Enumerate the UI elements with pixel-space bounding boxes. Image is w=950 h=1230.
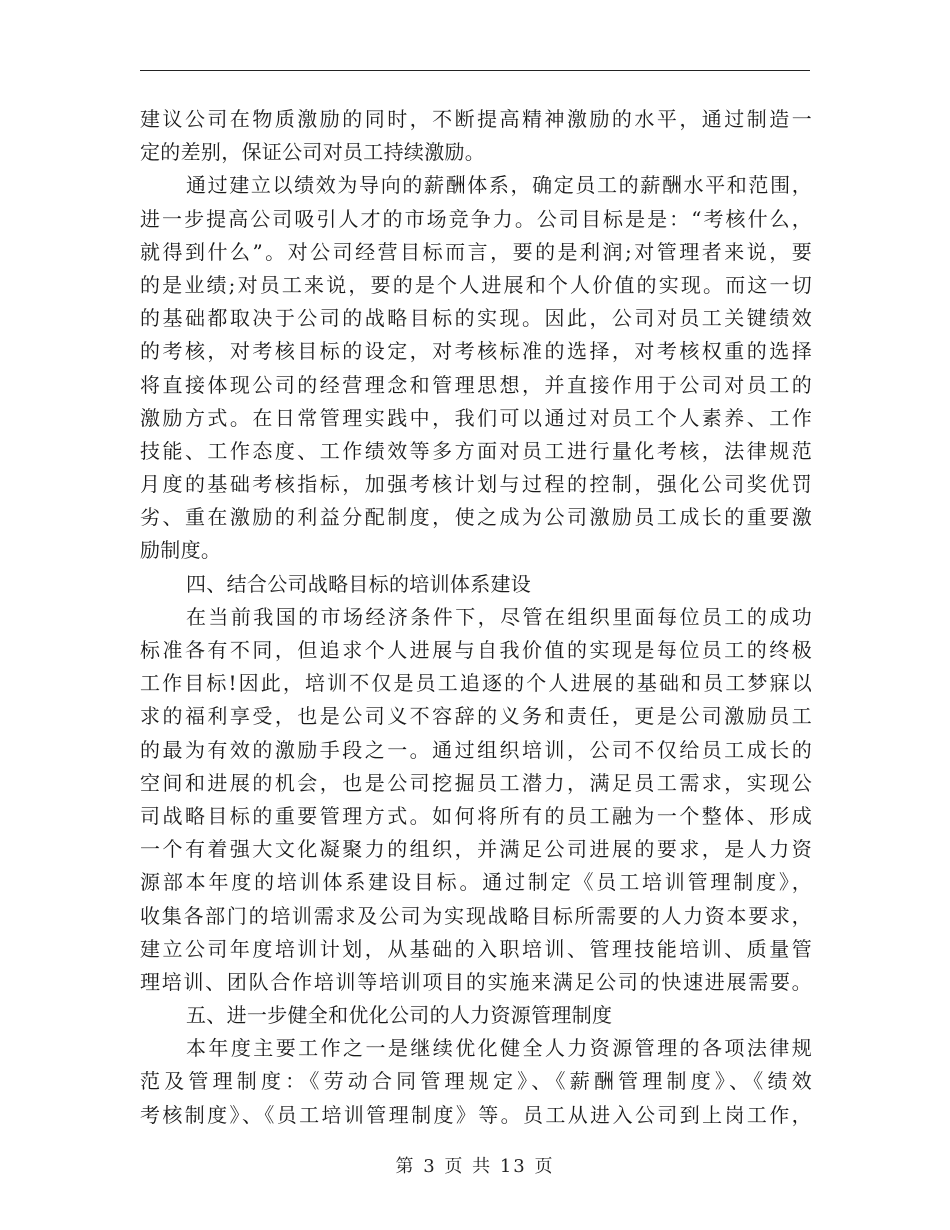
section-heading: 四、结合公司战略目标的培训体系建设 <box>186 571 532 596</box>
text-line: 收集各部门的培训需求及公司为实现战略目标所需要的人力资本要求， <box>140 903 812 928</box>
text-line: 司战略目标的重要管理方式。如何将所有的员工融为一个整体、形成 <box>140 803 812 828</box>
document-body <box>140 103 812 1132</box>
paragraph-start: 本年度主要工作之一是继续优化健全人力资源管理的各项法律规 <box>186 1036 812 1061</box>
text-line: 工作目标!因此，培训不仅是员工追逐的个人进展的基础和员工梦寐以 <box>140 671 812 696</box>
text-line: 进一步提高公司吸引人才的市场竞争力。公司目标是是：“考核什么， <box>140 206 812 231</box>
header-rule <box>140 70 810 71</box>
text-line: 考核制度》、《员工培训管理制度》等。员工从进入公司到上岗工作， <box>140 1102 812 1127</box>
text-line: 劣、重在激励的利益分配制度，使之成为公司激励员工成长的重要激 <box>140 505 812 530</box>
paragraph-start: 通过建立以绩效为导向的薪酬体系，确定员工的薪酬水平和范围， <box>186 173 812 198</box>
text-line: 建立公司年度培训计划，从基础的入职培训、管理技能培训、质量管 <box>140 936 812 961</box>
text-line: 励制度。 <box>140 538 222 563</box>
paragraph-start: 在当前我国的市场经济条件下，尽管在组织里面每位员工的成功 <box>186 604 812 629</box>
text-line: 标准各有不同，但追求个人进展与自我价值的实现是每位员工的终极 <box>140 638 812 662</box>
text-line: 的最为有效的激励手段之一。通过组织培训，公司不仅给员工成长的 <box>140 737 812 762</box>
text-line: 理培训、团队合作培训等培训项目的实施来满足公司的快速进展需要。 <box>140 969 812 994</box>
text-line: 空间和进展的机会，也是公司挖掘员工潜力，满足员工需求，实现公 <box>140 770 812 795</box>
text-line: 的基础都取决于公司的战略目标的实现。因此，公司对员工关键绩效 <box>140 306 812 331</box>
page-footer: 第 3 页 共 13 页 <box>395 1156 555 1177</box>
text-line: 将直接体现公司的经营理念和管理思想，并直接作用于公司对员工的 <box>140 372 812 397</box>
text-line: 的是业绩;对员工来说，要的是个人进展和个人价值的实现。而这一切 <box>140 272 812 297</box>
text-line: 技能、工作态度、工作绩效等多方面对员工进行量化考核，法律规范 <box>140 438 812 463</box>
text-line: 月度的基础考核指标，加强考核计划与过程的控制，强化公司奖优罚 <box>140 472 812 497</box>
text-line: 求的福利享受，也是公司义不容辞的义务和责任，更是公司激励员工 <box>140 704 812 729</box>
text-line: 定的差别，保证公司对员工持续激励。 <box>140 140 486 165</box>
text-line: 的考核，对考核目标的设定，对考核标准的选择，对考核权重的选择 <box>140 339 812 364</box>
text-line: 建议公司在物质激励的同时，不断提高精神激励的水平，通过制造一 <box>140 107 812 131</box>
text-line: 源部本年度的培训体系建设目标。通过制定《员工培训管理制度》， <box>140 870 812 895</box>
section-heading: 五、进一步健全和优化公司的人力资源管理制度 <box>186 1003 613 1028</box>
text-line: 一个有着强大文化凝聚力的组织，并满足公司进展的要求，是人力资 <box>140 837 812 862</box>
text-line: 激励方式。在日常管理实践中，我们可以通过对员工个人素养、工作 <box>140 405 812 430</box>
text-line: 就得到什么”。对公司经营目标而言，要的是利润;对管理者来说，要 <box>140 239 812 264</box>
text-line: 范及管理制度：《劳动合同管理规定》、《薪酬管理制度》、《绩效 <box>140 1069 812 1094</box>
